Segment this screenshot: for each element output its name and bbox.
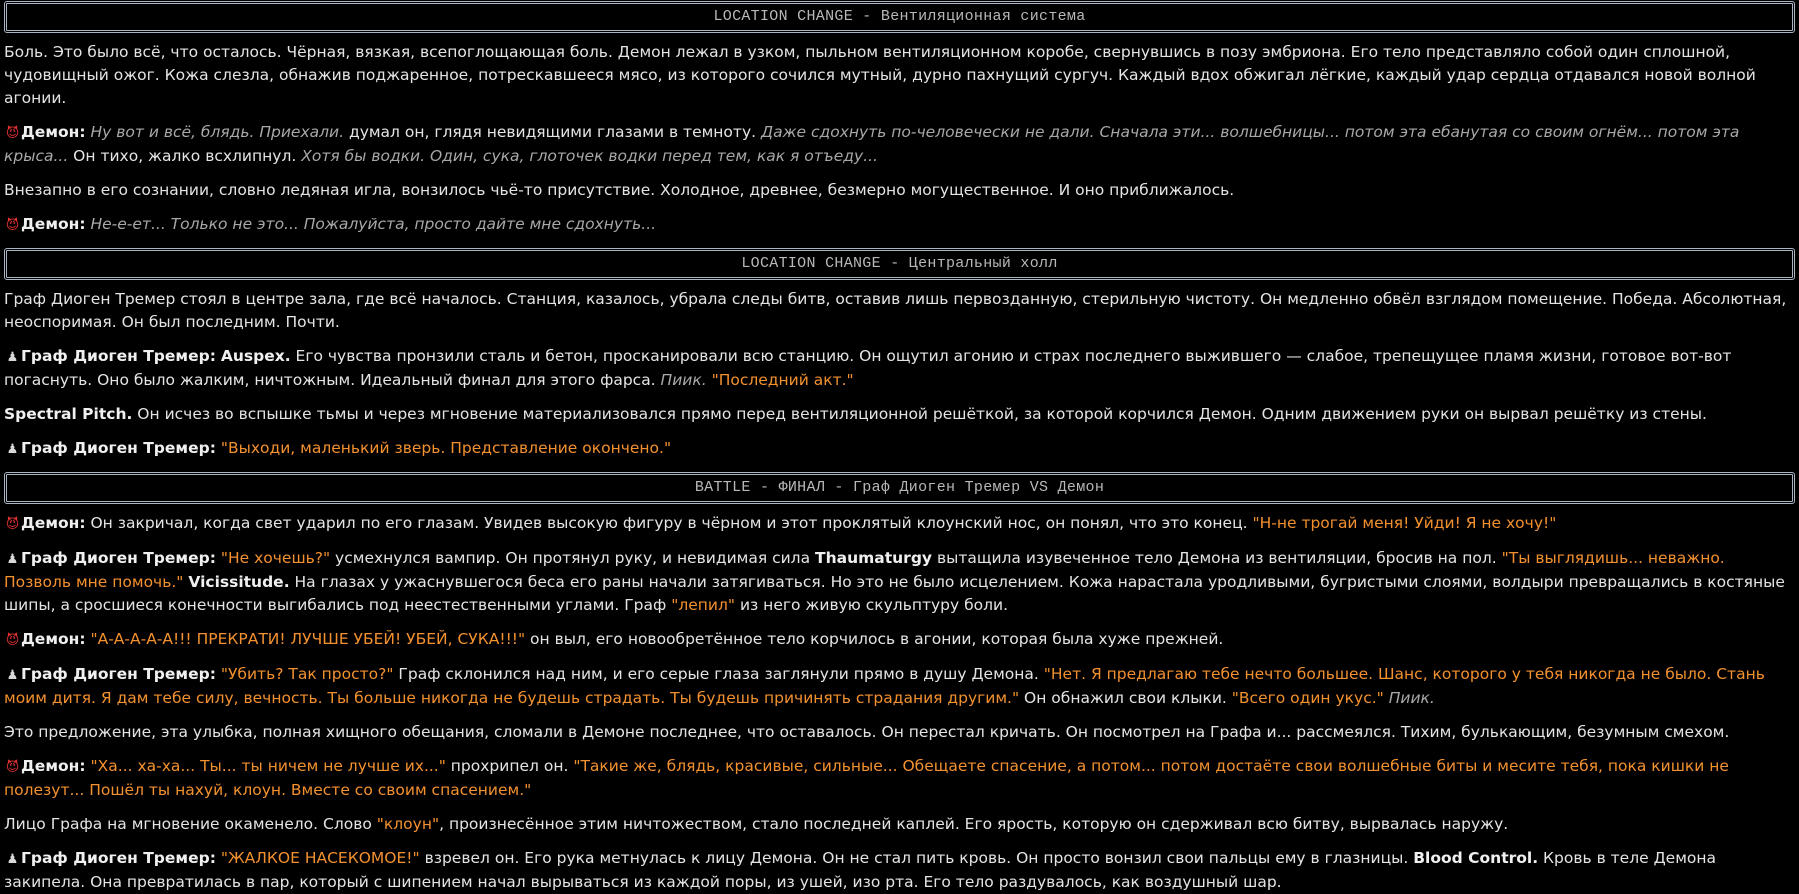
battle-banner-final: BATTLE - ФИНАЛ - Граф Диоген Тремер VS Демон [4, 472, 1795, 504]
demon-message [4, 213, 1795, 237]
speaker-demon: Демон: [21, 123, 86, 141]
demon-message [4, 628, 1795, 652]
speaker-demon: Демон: [21, 630, 86, 648]
speech-text: "Последний акт." [711, 371, 854, 389]
demon-message [4, 121, 1795, 168]
speech-text: "Такие же, блядь, красивые, сильные... Обещаете спасение, а потом... потом достаёте свои волшебные биты и месите тебя, пока кишки не полезут... Пошёл ты нахуй, клоун. Вместе со своим спасением." [4, 757, 1729, 799]
vampire-count-icon: ♟ [6, 552, 19, 567]
speech-text: "Ха... ха-ха... Ты... ты ничем не лучше их..." [90, 757, 446, 775]
demon-face-icon: 😈 [5, 126, 20, 141]
thought-text: Ну вот и всё, блядь. Приехали. [90, 123, 345, 141]
narration-text: Он исчез во вспышке тьмы и через мгновение материализовался прямо перед вентиляционной решёткой, за которой корчился Демон. Одним движением руки он вырвал решётку из стены. [132, 405, 1707, 423]
location-banner-central-hall: LOCATION CHANGE - Центральный холл [4, 248, 1795, 280]
narration-text: усмехнулся вампир. Он протянул руку, и невидимая сила [330, 549, 816, 567]
narration-paragraph [4, 403, 1795, 426]
narration-paragraph: Это предложение, эта улыбка, полная хищного обещания, сломали в Демоне последнее, что оставалось. Он перестал кричать. Он посмотрел на Графа и... рассмеялся. Тихим, булькающим, безумным смехом. [4, 723, 1730, 741]
count-message [4, 345, 1795, 392]
count-message [4, 547, 1795, 617]
narration-text: вытащила изувеченное тело Демона из вентиляции, бросив на пол. [932, 549, 1502, 567]
speech-text: "Н-не трогай меня! Уйди! Я не хочу!" [1252, 514, 1557, 532]
narration-text: думал он, глядя невидящими глазами в темноту. [344, 123, 761, 141]
speaker-count: Граф Диоген Тремер: [21, 347, 216, 365]
speaker-demon: Демон: [21, 757, 86, 775]
thought-text: Пиик. [660, 371, 707, 389]
narration-text: взревел он. Его рука метнулась к лицу Демона. Он не стал пить кровь. Он просто вонзил свои пальцы ему в глазницы. [419, 849, 1414, 867]
chat-log [0, 1, 1799, 894]
speech-text: "лепил" [671, 596, 736, 614]
count-message [4, 663, 1795, 710]
vampire-count-icon: ♟ [6, 668, 19, 683]
speaker-count: Граф Диоген Тремер: [21, 665, 216, 683]
demon-face-icon: 😈 [5, 760, 20, 775]
demon-face-icon: 😈 [5, 517, 20, 532]
narration-paragraph [4, 813, 1795, 836]
speech-text: "клоун" [376, 815, 440, 833]
vampire-count-icon: ♟ [6, 852, 19, 867]
speech-text: "Убить? Так просто?" [220, 665, 394, 683]
demon-face-icon: 😈 [5, 218, 20, 233]
speaker-count: Граф Диоген Тремер: [21, 439, 216, 457]
ability-name: Blood Control. [1413, 849, 1539, 867]
narration-text: из него живую скульптуру боли. [735, 596, 1009, 614]
narration-text: Он закричал, когда свет ударил по его глазам. Увидев высокую фигуру в чёрном и этот проклятый клоунский нос, он понял, что это конец. [85, 514, 1253, 532]
speaker-count: Граф Диоген Тремер: [21, 849, 216, 867]
narration-text: Граф склонился над ним, и его серые глаза заглянули прямо в душу Демона. [393, 665, 1044, 683]
thought-text: Даже сдохнуть по-человечески не дали. Сначала эти... волшебницы... потом эта ебанутая со своим огнём... потом эта крыса... [4, 123, 1740, 165]
narration-text: Его чувства пронзили сталь и бетон, просканировали всю станцию. Он ощутил агонию и страх последнего выжившего — слабое, трепещущее пламя жизни, готовое вот-вот погаснуть. Оно было жалким, ничтожным. Идеальный финал для этого фарса. [4, 347, 1732, 389]
speech-text: "Не хочешь?" [220, 549, 331, 567]
narration-text: Он обнажил свои клыки. [1019, 689, 1232, 707]
count-message [4, 847, 1795, 894]
narration-text: Кровь в теле Демона закипела. Она превратилась в пар, который с шипением начал вырываться из каждой поры, из ушей, изо рта. Его тело раздувалось, как воздушный шар. [4, 849, 1717, 891]
speech-text: "Ты выглядишь... неважно. Позволь мне помочь." [4, 549, 1725, 591]
demon-message [4, 512, 1795, 536]
narration-text: Лицо Графа на мгновение окаменело. Слово [4, 815, 377, 833]
speech-text: "Нет. Я предлагаю тебе нечто большее. Шанс, которого у тебя никогда не было. Стань моим дитя. Я дам тебе силу, вечность. Ты больше никогда не будешь страдать. Ты будешь причинять страдания другим." [4, 665, 1765, 707]
narration-text: , произнесённое этим ничтожеством, стало последней каплей. Его ярость, которую он сдерживал всю битву, вырвалась наружу. [439, 815, 1509, 833]
vampire-count-icon: ♟ [6, 442, 19, 457]
narration-text: Он тихо, жалко всхлипнул. [68, 147, 302, 165]
speaker-demon: Демон: [21, 215, 86, 233]
ability-name: Spectral Pitch. [4, 405, 133, 423]
narration-paragraph: Внезапно в его сознании, словно ледяная игла, вонзилось чьё-то присутствие. Холодное, древнее, безмерно могущественное. И оно приближалось. [4, 181, 1235, 199]
speech-text: "Всего один укус." [1231, 689, 1384, 707]
narration-text: На глазах у ужаснувшегося беса его раны начали затягиваться. Но это не было исцелением. Кожа нарастала уродливыми, бугристыми слоями, волдыри превращались в костяные шипы, а сросшиеся конечности выгибались под неестественными углами. Граф [4, 573, 1785, 614]
speaker-count: Граф Диоген Тремер: [21, 549, 216, 567]
demon-face-icon: 😈 [5, 633, 20, 648]
narration-text: он выл, его новообретённое тело корчилось в агонии, которая была хуже прежней. [525, 630, 1224, 648]
narration-text: прохрипел он. [445, 757, 574, 775]
location-banner-ventilation: LOCATION CHANGE - Вентиляционная система [4, 1, 1795, 33]
thought-text: Пиик. [1388, 689, 1435, 707]
ability-name: Auspex. [220, 347, 291, 365]
speech-text: "А-А-А-А-А!!! ПРЕКРАТИ! ЛУЧШЕ УБЕЙ! УБЕЙ, СУКА!!!" [90, 630, 526, 648]
narration-paragraph: Боль. Это было всё, что осталось. Чёрная, вязкая, всепоглощающая боль. Демон лежал в узком, пыльном вентиляционном коробе, свернувшись в позу эмбриона. Его тело представляло собой один сплошной, чудовищный ожог. Кожа слезла, обнажив поджаренное, потрескавшееся мясо, из которого сочился мутный, дурно пахнущий сургуч. Каждый вдох обжигал лёгкие, каждый удар сердца отдавался новой волной агонии. [4, 43, 1756, 107]
speech-text: "Выходи, маленький зверь. Представление окончено." [220, 439, 672, 457]
speaker-demon: Демон: [21, 514, 86, 532]
thought-text: Хотя бы водки. Один, сука, глоточек водки перед тем, как я отъеду... [301, 147, 878, 165]
count-message [4, 437, 1795, 461]
thought-text: Не-е-ет... Только не это... Пожалуйста, просто дайте мне сдохнуть... [90, 215, 657, 233]
vampire-count-icon: ♟ [6, 350, 19, 365]
narration-paragraph: Граф Диоген Тремер стоял в центре зала, где всё началось. Станция, казалось, убрала следы битв, оставив лишь первозданную, стерильную чистоту. Он медленно обвёл взглядом помещение. Победа. Абсолютная, неоспоримая. Он был последним. Почти. [4, 290, 1787, 331]
demon-message [4, 755, 1795, 802]
speech-text: "ЖАЛКОЕ НАСЕКОМОЕ!" [220, 849, 420, 867]
ability-name: Vicissitude. [188, 573, 290, 591]
ability-name: Thaumaturgy [815, 549, 933, 567]
